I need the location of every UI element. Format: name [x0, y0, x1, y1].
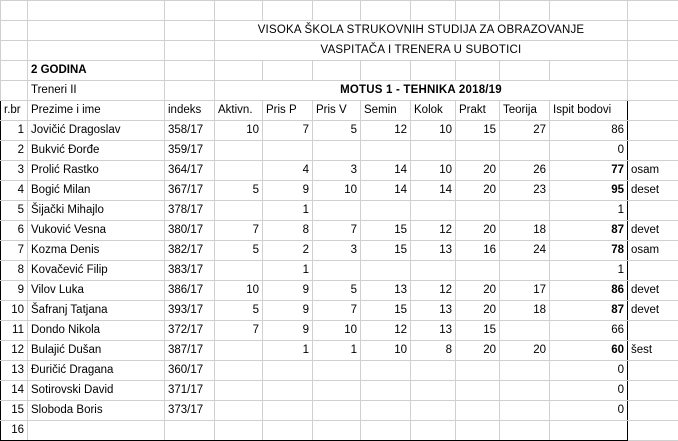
- column-header-teorija: Teorija: [500, 101, 550, 121]
- table-body: [1, 121, 678, 441]
- cell-kolok[interactable]: [411, 361, 456, 381]
- cell-teorija[interactable]: 27: [500, 121, 550, 141]
- spacer-row: [1, 1, 678, 21]
- cell-blank[interactable]: [550, 61, 628, 81]
- cell-aktivn[interactable]: [215, 381, 263, 401]
- cell-kolok[interactable]: 14: [411, 181, 456, 201]
- group-row: [1, 81, 678, 101]
- cell-rb[interactable]: 4: [1, 181, 28, 201]
- cell-prakt[interactable]: 20: [456, 161, 500, 181]
- cell-blank[interactable]: [28, 1, 165, 21]
- cell-ime[interactable]: Jovičić Dragoslav: [28, 121, 165, 141]
- cell-ime[interactable]: Dondo Nikola: [28, 321, 165, 341]
- cell-ime[interactable]: Šijački Mihajlo: [28, 201, 165, 221]
- cell-kolok[interactable]: 13: [411, 301, 456, 321]
- cell-prakt[interactable]: 15: [456, 121, 500, 141]
- cell-teorija[interactable]: [500, 321, 550, 341]
- cell-kolok[interactable]: [411, 141, 456, 161]
- cell-teorija[interactable]: [500, 361, 550, 381]
- column-header-kolokvijum: Kolok: [411, 101, 456, 121]
- column-header-pris-p: Pris P: [263, 101, 313, 121]
- cell-indeks[interactable]: 373/17: [165, 401, 215, 421]
- cell-rb[interactable]: 3: [1, 161, 28, 181]
- cell-ime[interactable]: Prolić Rastko: [28, 161, 165, 181]
- cell-blank[interactable]: [215, 1, 263, 21]
- cell-ocena[interactable]: [628, 201, 678, 221]
- cell-rb[interactable]: 9: [1, 281, 28, 301]
- cell-prisp[interactable]: 9: [263, 301, 313, 321]
- cell-prisp[interactable]: 1: [263, 261, 313, 281]
- cell-blank[interactable]: [628, 21, 678, 41]
- column-header-pris-v: Pris V: [313, 101, 361, 121]
- cell-blank[interactable]: [165, 1, 215, 21]
- cell-indeks[interactable]: 358/17: [165, 121, 215, 141]
- cell-aktivn[interactable]: [215, 401, 263, 421]
- cell-blank[interactable]: [500, 1, 550, 21]
- cell-teorija[interactable]: 20: [500, 341, 550, 361]
- cell-ime[interactable]: Vilov Luka: [28, 281, 165, 301]
- cell-blank[interactable]: [628, 61, 678, 81]
- cell-aktivn[interactable]: [215, 141, 263, 161]
- cell-ime[interactable]: Šafranj Tatjana: [28, 301, 165, 321]
- cell-semin[interactable]: [361, 141, 411, 161]
- cell-semin[interactable]: 15: [361, 241, 411, 261]
- cell-rb[interactable]: 16: [1, 421, 28, 441]
- column-header-activity: Aktivn.: [215, 101, 263, 121]
- group-label: Treneri II: [28, 81, 165, 101]
- cell-prisv[interactable]: 3: [313, 241, 361, 261]
- cell-teorija[interactable]: [500, 421, 550, 441]
- cell-prisv[interactable]: [313, 261, 361, 281]
- cell-kolok[interactable]: 13: [411, 321, 456, 341]
- cell-kolok[interactable]: 12: [411, 281, 456, 301]
- cell-prakt[interactable]: 16: [456, 241, 500, 261]
- table-row: [1, 421, 678, 441]
- cell-prisp[interactable]: 9: [263, 281, 313, 301]
- cell-prisv[interactable]: 3: [313, 161, 361, 181]
- cell-blank[interactable]: [361, 1, 411, 21]
- cell-aktivn[interactable]: [215, 361, 263, 381]
- cell-prisv[interactable]: [313, 141, 361, 161]
- cell-ocena[interactable]: [628, 141, 678, 161]
- cell-aktivn[interactable]: 10: [215, 121, 263, 141]
- cell-prisp[interactable]: 1: [263, 341, 313, 361]
- cell-prakt[interactable]: 20: [456, 221, 500, 241]
- cell-ocena[interactable]: šest: [628, 341, 678, 361]
- cell-prisp[interactable]: [263, 381, 313, 401]
- cell-aktivn[interactable]: [215, 161, 263, 181]
- cell-semin[interactable]: 15: [361, 221, 411, 241]
- cell-prakt[interactable]: [456, 381, 500, 401]
- cell-ocena[interactable]: devet: [628, 221, 678, 241]
- cell-kolok[interactable]: [411, 261, 456, 281]
- exam-title: MOTUS 1 - TEHNIKA 2018/19: [215, 81, 628, 101]
- cell-blank[interactable]: [313, 61, 361, 81]
- cell-ocena[interactable]: [628, 401, 678, 421]
- cell-blank[interactable]: [215, 61, 263, 81]
- cell-indeks[interactable]: 359/17: [165, 141, 215, 161]
- cell-semin[interactable]: [361, 381, 411, 401]
- cell-teorija[interactable]: [500, 381, 550, 401]
- cell-kolok[interactable]: [411, 201, 456, 221]
- cell-ime[interactable]: Sotirovski David: [28, 381, 165, 401]
- cell-bodovi[interactable]: 0: [550, 401, 628, 421]
- table-row: [1, 241, 678, 261]
- cell-bodovi[interactable]: 1: [550, 201, 628, 221]
- cell-ocena[interactable]: [628, 261, 678, 281]
- cell-blank[interactable]: [411, 1, 456, 21]
- cell-blank[interactable]: [263, 61, 313, 81]
- cell-prakt[interactable]: [456, 361, 500, 381]
- cell-indeks[interactable]: 360/17: [165, 361, 215, 381]
- cell-prisv[interactable]: 5: [313, 281, 361, 301]
- cell-teorija[interactable]: 24: [500, 241, 550, 261]
- cell-blank[interactable]: [28, 21, 165, 41]
- cell-indeks[interactable]: 382/17: [165, 241, 215, 261]
- cell-prisv[interactable]: [313, 421, 361, 441]
- cell-indeks[interactable]: 387/17: [165, 341, 215, 361]
- cell-bodovi[interactable]: 86: [550, 281, 628, 301]
- cell-prisp[interactable]: 8: [263, 221, 313, 241]
- cell-ocena[interactable]: [628, 361, 678, 381]
- cell-ime[interactable]: Kovačević Filip: [28, 261, 165, 281]
- cell-semin[interactable]: 12: [361, 121, 411, 141]
- cell-bodovi[interactable]: 0: [550, 381, 628, 401]
- cell-rb[interactable]: 1: [1, 121, 28, 141]
- cell-prakt[interactable]: 20: [456, 301, 500, 321]
- cell-aktivn[interactable]: 5: [215, 181, 263, 201]
- cell-semin[interactable]: [361, 361, 411, 381]
- cell-bodovi[interactable]: 87: [550, 301, 628, 321]
- cell-kolok[interactable]: 10: [411, 161, 456, 181]
- cell-ocena[interactable]: osam: [628, 161, 678, 181]
- cell-semin[interactable]: 14: [361, 181, 411, 201]
- cell-prisv[interactable]: 10: [313, 181, 361, 201]
- cell-ime[interactable]: Bukvić Đorđe: [28, 141, 165, 161]
- table-header-row: [1, 101, 678, 121]
- cell-blank[interactable]: [628, 81, 678, 101]
- cell-blank[interactable]: [628, 1, 678, 21]
- table-row: [1, 181, 678, 201]
- cell-indeks[interactable]: [165, 421, 215, 441]
- cell-ocena[interactable]: [628, 381, 678, 401]
- cell-rb[interactable]: 2: [1, 141, 28, 161]
- cell-teorija[interactable]: 18: [500, 301, 550, 321]
- cell-prisp[interactable]: 1: [263, 201, 313, 221]
- cell-rb[interactable]: 5: [1, 201, 28, 221]
- cell-semin[interactable]: [361, 201, 411, 221]
- cell-ime[interactable]: Bulajić Dušan: [28, 341, 165, 361]
- cell-prisv[interactable]: 5: [313, 121, 361, 141]
- cell-prisp[interactable]: 9: [263, 181, 313, 201]
- cell-prakt[interactable]: 15: [456, 321, 500, 341]
- table-row: [1, 121, 678, 141]
- cell-kolok[interactable]: 10: [411, 121, 456, 141]
- cell-ocena[interactable]: devet: [628, 281, 678, 301]
- cell-blank[interactable]: [361, 61, 411, 81]
- table-row: [1, 141, 678, 161]
- cell-prakt[interactable]: 20: [456, 181, 500, 201]
- cell-indeks[interactable]: 372/17: [165, 321, 215, 341]
- year-row: [1, 61, 678, 81]
- column-header-praktika: Prakt: [456, 101, 500, 121]
- table-row: [1, 281, 678, 301]
- cell-teorija[interactable]: [500, 201, 550, 221]
- cell-ime[interactable]: Bogić Milan: [28, 181, 165, 201]
- cell-indeks[interactable]: 371/17: [165, 381, 215, 401]
- cell-blank[interactable]: [313, 1, 361, 21]
- cell-indeks[interactable]: 378/17: [165, 201, 215, 221]
- year-label: 2 GODINA: [28, 61, 165, 81]
- cell-blank[interactable]: [165, 41, 215, 61]
- table-row: [1, 361, 678, 381]
- cell-prisv[interactable]: [313, 401, 361, 421]
- table-row: [1, 341, 678, 361]
- cell-teorija[interactable]: 26: [500, 161, 550, 181]
- cell-blank[interactable]: [456, 61, 500, 81]
- title-row-1: [1, 21, 678, 41]
- cell-bodovi[interactable]: 0: [550, 141, 628, 161]
- cell-prisv[interactable]: [313, 361, 361, 381]
- cell-kolok[interactable]: [411, 381, 456, 401]
- cell-prisv[interactable]: [313, 381, 361, 401]
- cell-blank[interactable]: [550, 1, 628, 21]
- table-row: [1, 221, 678, 241]
- cell-teorija[interactable]: [500, 261, 550, 281]
- cell-prisp[interactable]: [263, 361, 313, 381]
- column-header-name: Prezime i ime: [28, 101, 165, 121]
- school-title-line1: VISOKA ŠKOLA STRUKOVNIH STUDIJA ZA OBRAZOVANJE: [215, 21, 628, 41]
- cell-blank[interactable]: [411, 61, 456, 81]
- cell-ocena[interactable]: [628, 421, 678, 441]
- cell-blank[interactable]: [1, 61, 28, 81]
- cell-blank[interactable]: [1, 81, 28, 101]
- table-row: [1, 321, 678, 341]
- cell-bodovi[interactable]: 1: [550, 261, 628, 281]
- cell-indeks[interactable]: 383/17: [165, 261, 215, 281]
- cell-prakt[interactable]: [456, 201, 500, 221]
- cell-bodovi[interactable]: 95: [550, 181, 628, 201]
- cell-bodovi[interactable]: 77: [550, 161, 628, 181]
- school-title-line2: VASPITAČA I TRENERA U SUBOTICI: [215, 41, 628, 61]
- cell-blank[interactable]: [628, 41, 678, 61]
- cell-aktivn[interactable]: 7: [215, 321, 263, 341]
- cell-kolok[interactable]: 12: [411, 221, 456, 241]
- cell-rb[interactable]: 10: [1, 301, 28, 321]
- cell-ime[interactable]: [28, 421, 165, 441]
- cell-aktivn[interactable]: [215, 201, 263, 221]
- cell-rb[interactable]: 15: [1, 401, 28, 421]
- cell-blank[interactable]: [263, 1, 313, 21]
- cell-rb[interactable]: 12: [1, 341, 28, 361]
- cell-prisp[interactable]: [263, 421, 313, 441]
- cell-semin[interactable]: 15: [361, 301, 411, 321]
- cell-prisv[interactable]: [313, 201, 361, 221]
- cell-blank[interactable]: [1, 1, 28, 21]
- cell-indeks[interactable]: 393/17: [165, 301, 215, 321]
- cell-prakt[interactable]: [456, 401, 500, 421]
- cell-ocena[interactable]: deset: [628, 181, 678, 201]
- cell-prisp[interactable]: 9: [263, 321, 313, 341]
- cell-bodovi[interactable]: 60: [550, 341, 628, 361]
- cell-prisv[interactable]: 7: [313, 301, 361, 321]
- cell-semin[interactable]: [361, 261, 411, 281]
- cell-indeks[interactable]: 367/17: [165, 181, 215, 201]
- cell-blank[interactable]: [165, 21, 215, 41]
- cell-aktivn[interactable]: 5: [215, 241, 263, 261]
- cell-blank[interactable]: [165, 81, 215, 101]
- cell-semin[interactable]: 12: [361, 321, 411, 341]
- cell-rb[interactable]: 8: [1, 261, 28, 281]
- cell-prakt[interactable]: [456, 261, 500, 281]
- cell-semin[interactable]: 13: [361, 281, 411, 301]
- cell-kolok[interactable]: 13: [411, 241, 456, 261]
- column-header-rb: r.br: [1, 101, 28, 121]
- cell-semin[interactable]: [361, 401, 411, 421]
- cell-bodovi[interactable]: 87: [550, 221, 628, 241]
- cell-ocena[interactable]: devet: [628, 301, 678, 321]
- cell-ocena[interactable]: osam: [628, 241, 678, 261]
- cell-indeks[interactable]: 386/17: [165, 281, 215, 301]
- cell-blank[interactable]: [1, 21, 28, 41]
- cell-bodovi[interactable]: [550, 421, 628, 441]
- cell-aktivn[interactable]: [215, 341, 263, 361]
- cell-blank[interactable]: [500, 61, 550, 81]
- cell-teorija[interactable]: [500, 401, 550, 421]
- cell-ocena[interactable]: [628, 121, 678, 141]
- cell-ocena[interactable]: [628, 321, 678, 341]
- cell-rb[interactable]: 6: [1, 221, 28, 241]
- cell-prisp[interactable]: [263, 401, 313, 421]
- cell-blank[interactable]: [456, 1, 500, 21]
- table-row: [1, 401, 678, 421]
- cell-indeks[interactable]: 380/17: [165, 221, 215, 241]
- cell-rb[interactable]: 11: [1, 321, 28, 341]
- column-header-total-points: Ispit bodovi: [550, 101, 628, 121]
- table-row: [1, 381, 678, 401]
- cell-prisv[interactable]: 10: [313, 321, 361, 341]
- cell-prakt[interactable]: [456, 421, 500, 441]
- cell-aktivn[interactable]: 5: [215, 301, 263, 321]
- cell-prakt[interactable]: 20: [456, 341, 500, 361]
- cell-kolok[interactable]: [411, 401, 456, 421]
- cell-rb[interactable]: 7: [1, 241, 28, 261]
- cell-indeks[interactable]: 364/17: [165, 161, 215, 181]
- column-header-seminar: Semin: [361, 101, 411, 121]
- cell-ime[interactable]: Kozma Denis: [28, 241, 165, 261]
- table-row: [1, 201, 678, 221]
- cell-prakt[interactable]: 20: [456, 281, 500, 301]
- cell-teorija[interactable]: 17: [500, 281, 550, 301]
- cell-bodovi[interactable]: 86: [550, 121, 628, 141]
- cell-bodovi[interactable]: 78: [550, 241, 628, 261]
- cell-bodovi[interactable]: 66: [550, 321, 628, 341]
- cell-prisp[interactable]: [263, 141, 313, 161]
- cell-blank[interactable]: [1, 41, 28, 61]
- cell-rb[interactable]: 14: [1, 381, 28, 401]
- cell-kolok[interactable]: 8: [411, 341, 456, 361]
- cell-teorija[interactable]: 23: [500, 181, 550, 201]
- cell-ime[interactable]: Đuričić Dragana: [28, 361, 165, 381]
- cell-semin[interactable]: [361, 421, 411, 441]
- cell-prisp[interactable]: 2: [263, 241, 313, 261]
- column-header-grade: [628, 101, 678, 121]
- cell-semin[interactable]: 10: [361, 341, 411, 361]
- cell-ime[interactable]: Vuković Vesna: [28, 221, 165, 241]
- cell-kolok[interactable]: [411, 421, 456, 441]
- cell-rb[interactable]: 13: [1, 361, 28, 381]
- cell-prisv[interactable]: 1: [313, 341, 361, 361]
- cell-teorija[interactable]: [500, 141, 550, 161]
- cell-prakt[interactable]: [456, 141, 500, 161]
- table-row: [1, 261, 678, 281]
- table-row: [1, 301, 678, 321]
- title-row-2: [1, 41, 678, 61]
- cell-bodovi[interactable]: 0: [550, 361, 628, 381]
- cell-aktivn[interactable]: 10: [215, 281, 263, 301]
- cell-teorija[interactable]: 18: [500, 221, 550, 241]
- cell-aktivn[interactable]: [215, 261, 263, 281]
- cell-prisp[interactable]: 7: [263, 121, 313, 141]
- cell-prisp[interactable]: 4: [263, 161, 313, 181]
- cell-blank[interactable]: [28, 41, 165, 61]
- cell-aktivn[interactable]: [215, 421, 263, 441]
- cell-blank[interactable]: [165, 61, 215, 81]
- cell-semin[interactable]: 14: [361, 161, 411, 181]
- cell-aktivn[interactable]: 7: [215, 221, 263, 241]
- cell-ime[interactable]: Sloboda Boris: [28, 401, 165, 421]
- column-header-index: indeks: [165, 101, 215, 121]
- table-row: [1, 161, 678, 181]
- cell-prisv[interactable]: 7: [313, 221, 361, 241]
